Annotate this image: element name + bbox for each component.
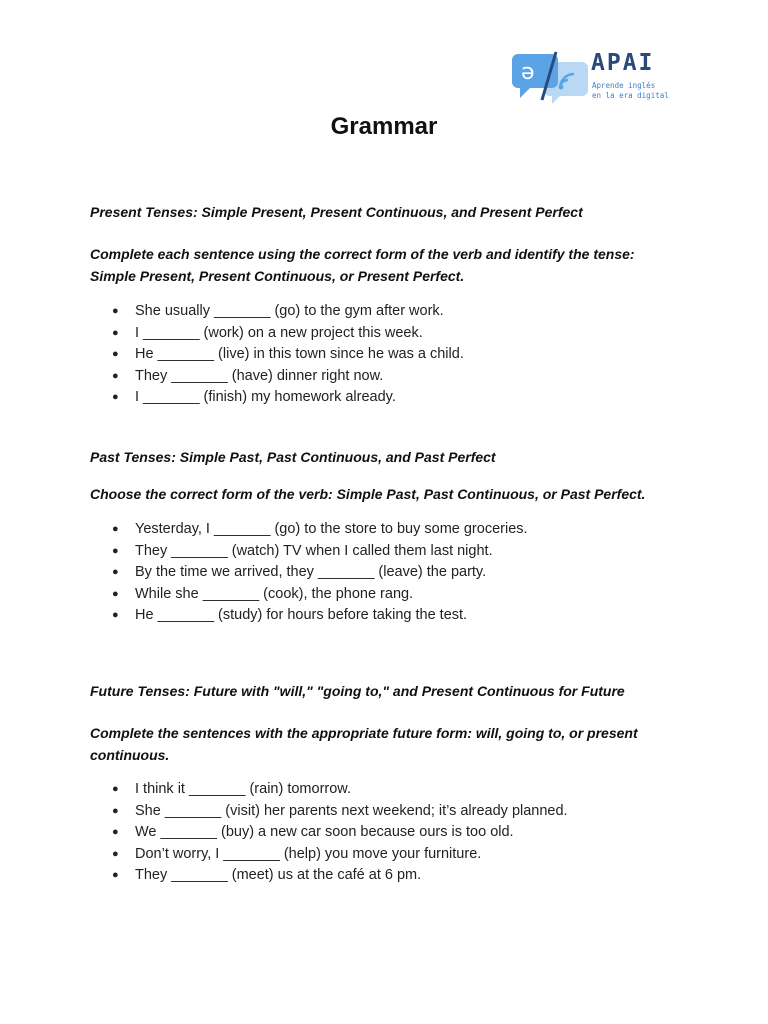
section-heading: Future Tenses: Future with "will," "going to," and Present Continuous for Future [90, 683, 625, 699]
exercise-item: ● She _______ (visit) her parents next weekend; it’s already planned. [90, 801, 660, 823]
section-heading: Present Tenses: Simple Present, Present Continuous, and Present Perfect [90, 204, 583, 220]
exercise-item: ● I _______ (work) on a new project this week. [90, 323, 660, 345]
exercise-item: ● They _______ (meet) us at the café at 6 pm. [90, 865, 660, 887]
exercise-item: ● By the time we arrived, they _______ (leave) the party. [90, 562, 660, 584]
section-future-tenses [90, 680, 660, 887]
speech-bubbles-icon [512, 48, 588, 104]
schwa-glyph: ə [521, 60, 535, 85]
exercise-item: ● Yesterday, I _______ (go) to the store to buy some groceries. [90, 519, 660, 541]
section-heading: Past Tenses: Simple Past, Past Continuous, and Past Perfect [90, 449, 496, 465]
exercise-list [90, 519, 660, 627]
exercise-item: ● I think it _______ (rain) tomorrow. [90, 779, 660, 801]
exercise-item: ● I _______ (finish) my homework already. [90, 387, 660, 409]
exercise-item: ● We _______ (buy) a new car soon because ours is too old. [90, 822, 660, 844]
exercise-item: ● They _______ (watch) TV when I called them last night. [90, 541, 660, 563]
section-instruction: Complete the sentences with the appropriate future form: will, going to, or present continuous. [90, 725, 638, 763]
section-present-tenses [90, 201, 660, 409]
brand-tagline [592, 81, 682, 101]
section-past-tenses [90, 446, 660, 627]
exercise-item: ● She usually _______ (go) to the gym after work. [90, 301, 660, 323]
exercise-item: ● While she _______ (cook), the phone rang. [90, 584, 660, 606]
tagline-line-2: en la era digital [592, 91, 669, 100]
exercise-list [90, 301, 660, 409]
exercise-list [90, 779, 660, 887]
exercise-item: ● He _______ (live) in this town since he was a child. [90, 344, 660, 366]
apai-logo [512, 48, 677, 104]
exercise-item: ● They _______ (have) dinner right now. [90, 366, 660, 388]
section-instruction: Complete each sentence using the correct form of the verb and identify the tense: Simple Present, Present Continuous, or Present Perfect. [90, 246, 635, 284]
exercise-item: ● Don’t worry, I _______ (help) you move your furniture. [90, 844, 660, 866]
exercise-item: ● He _______ (study) for hours before taking the test. [90, 605, 660, 627]
brand-name: APAI [591, 50, 655, 76]
section-instruction: Choose the correct form of the verb: Simple Past, Past Continuous, or Past Perfect. [90, 486, 646, 502]
tagline-line-1: Aprende inglés [592, 81, 656, 90]
page-title: Grammar [330, 113, 438, 140]
